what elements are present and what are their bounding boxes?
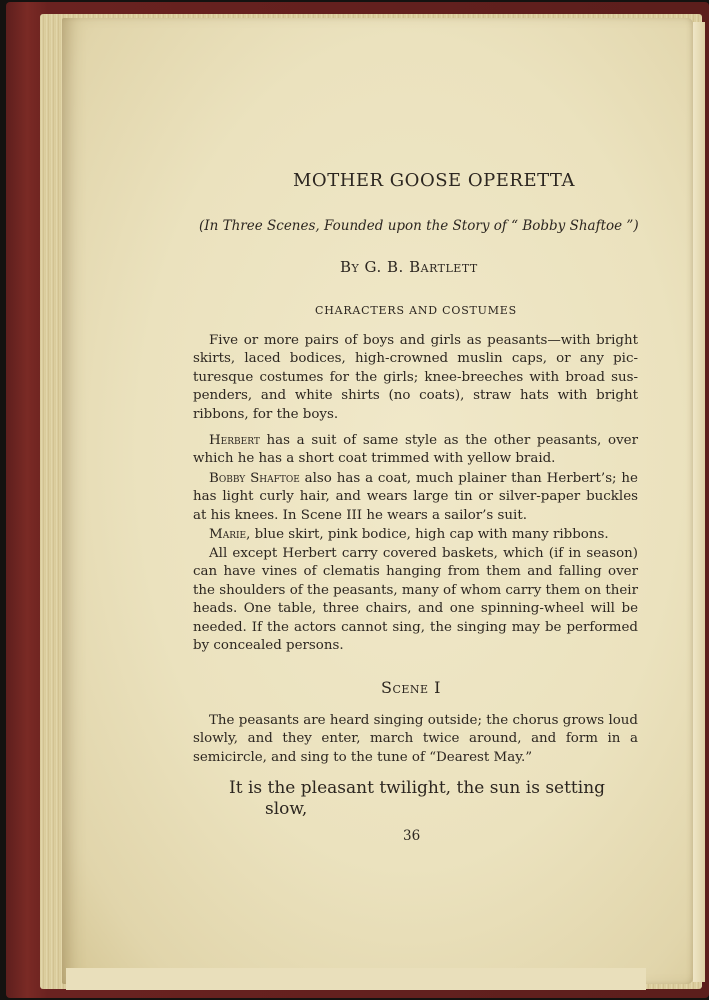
character-name-marie: Marie [209,527,247,542]
paragraph-herbert-text: has a suit of same style as the other peasants, over which he has a short coat trimmed with yellow braid. [193,433,638,467]
paragraph-bobby-text: also has a coat, much plainer than Herbert’s; he has light curly hair, and wears large tin or silver-paper buckles at his knees. In Scene III he wears a sailor’s suit. [193,471,638,523]
paragraph-bobby-shaftoe [193,470,638,525]
character-name-bobby-shaftoe: Bobby Shaftoe [209,471,300,486]
paragraph-costumes: Five or more pairs of boys and girls as peasants—with bright skirts, laced bodices, high-crowned muslin caps, or any picturesque costumes for the girls; knee-breeches with broad suspenders, and white shirts (no coats), straw hats with bright ribbons, for the boys. [193,333,638,422]
scene-heading: Scene I [381,678,441,697]
section-heading: CHARACTERS AND COSTUMES [315,304,517,317]
verse [229,778,629,820]
page-bottom-edge [66,968,646,990]
facing-page-edge [693,22,705,982]
paragraph-scene-one: The peasants are heard singing outside; the chorus grows loud slowly, and they enter, march twice around, and form in a semicircle, and sing to the tune of “Dearest May.” [193,713,638,765]
paragraph-herbert [193,432,638,469]
subtitle: (In Three Scenes, Founded upon the Story of “ Bobby Shaftoe ”) [199,218,639,234]
paragraph-props: All except Herbert carry covered baskets, which (if in season) can have vines of clematis hanging from them and falling over the shoulders of the peasants, many of whom carry them on their heads. One table, three chairs, and one spinning-wheel will be needed. If the actors cannot sing, the singing may be performed by concealed persons. [193,546,638,654]
page-number: 36 [403,828,421,844]
page-title: MOTHER GOOSE OPERETTA [293,170,575,191]
verse-line-2: slow, [265,799,308,819]
character-name-herbert: Herbert [209,433,260,448]
paragraph-marie [193,526,638,544]
byline: By G. B. Bartlett [340,258,478,276]
verse-line-1: It is the pleasant twilight, the sun is setting [229,778,606,798]
paragraph-marie-text: , blue skirt, pink bodice, high cap with many ribbons. [246,527,609,542]
